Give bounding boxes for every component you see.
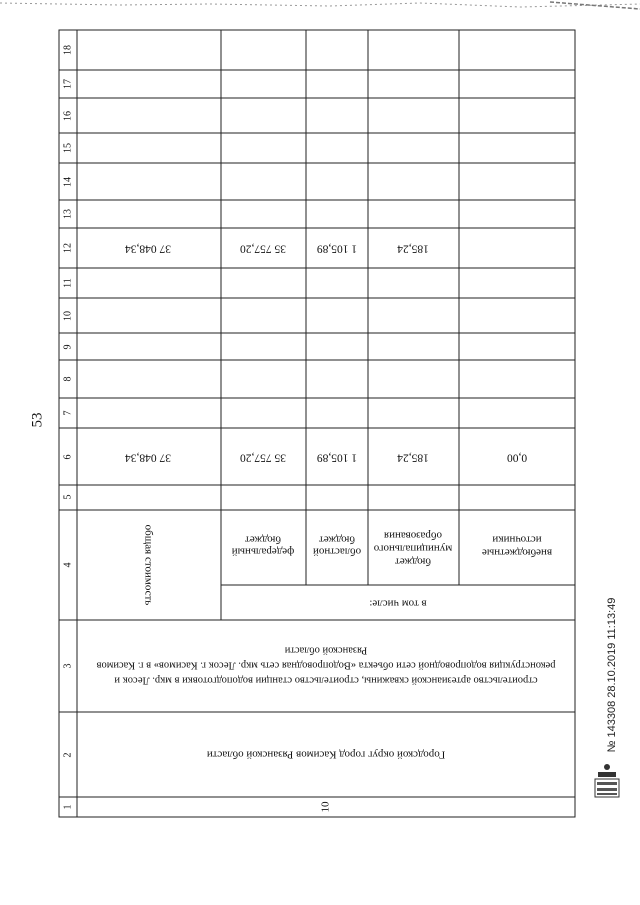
- object-name-line-2: реконструкция водопроводной сети объекта «Водопроводная сеть мкр. Лесок г. Касимов» в г. Касимов: [96, 659, 556, 671]
- municipal-label-line-1: бюджет: [395, 555, 431, 568]
- column-number-4: 4: [62, 562, 74, 568]
- federal-label-line-2: бюджет: [245, 533, 281, 546]
- column-number-13: 13: [62, 209, 74, 219]
- column-number-14: 14: [62, 177, 74, 187]
- col12-regional-value: 1 105,89: [316, 242, 358, 255]
- column-number-5: 5: [62, 494, 74, 500]
- column-number-7: 7: [62, 410, 74, 416]
- page-number: 53: [29, 412, 46, 428]
- column-number-3: 3: [62, 663, 74, 669]
- column-number-17: 17: [62, 79, 74, 89]
- extrabudget-label-line-1: внебюджетные: [481, 546, 553, 559]
- municipal-label-line-2: муниципального: [373, 542, 453, 555]
- column-number-15: 15: [62, 143, 74, 153]
- regional-label-line-1: областной: [312, 545, 362, 558]
- federal-label-line-1: федеральный: [231, 545, 295, 558]
- column-number-1: 1: [62, 804, 74, 810]
- municipal-label-line-3: образования: [383, 529, 443, 542]
- col6-regional-value: 1 105,89: [316, 451, 358, 464]
- col12-total-value: 37 048,34: [125, 242, 171, 255]
- including-label: в том числе:: [369, 597, 427, 610]
- registry-logo-icon: [592, 762, 622, 800]
- row-number: 10: [319, 801, 332, 813]
- column-number-11: 11: [62, 278, 74, 288]
- object-name-line-1: строительство артезианской скважины, строительство станции водоподготовки в мкр. Лесок и: [114, 674, 538, 686]
- col12-federal-value: 35 757,20: [240, 242, 286, 255]
- column-number-9: 9: [62, 344, 74, 350]
- col6-federal-value: 35 757,20: [240, 451, 286, 464]
- column-number-18: 18: [62, 45, 74, 55]
- column-number-16: 16: [62, 111, 74, 121]
- column-number-8: 8: [62, 376, 74, 382]
- extrabudget-label-line-2: источники: [492, 533, 542, 546]
- regional-label-line-2: бюджет: [319, 533, 355, 546]
- col12-municipal-value: 185,24: [397, 242, 429, 255]
- col6-extrabudget-value: 0,00: [506, 451, 528, 464]
- municipality-cell: Городской округ город Касимов Рязанской области: [206, 748, 446, 761]
- column-number-12: 12: [62, 243, 74, 253]
- object-name-line-3: Рязанской области: [284, 644, 368, 656]
- column-number-2: 2: [62, 752, 74, 758]
- column-number-6: 6: [62, 454, 74, 460]
- col6-municipal-value: 185,24: [397, 451, 429, 464]
- col6-total-value: 37 048,34: [125, 451, 171, 464]
- total-cost-label: общая стоимость: [142, 524, 155, 606]
- registration-stamp: № 143308 28.10.2019 11:13:49: [606, 597, 618, 753]
- column-number-10: 10: [62, 311, 74, 321]
